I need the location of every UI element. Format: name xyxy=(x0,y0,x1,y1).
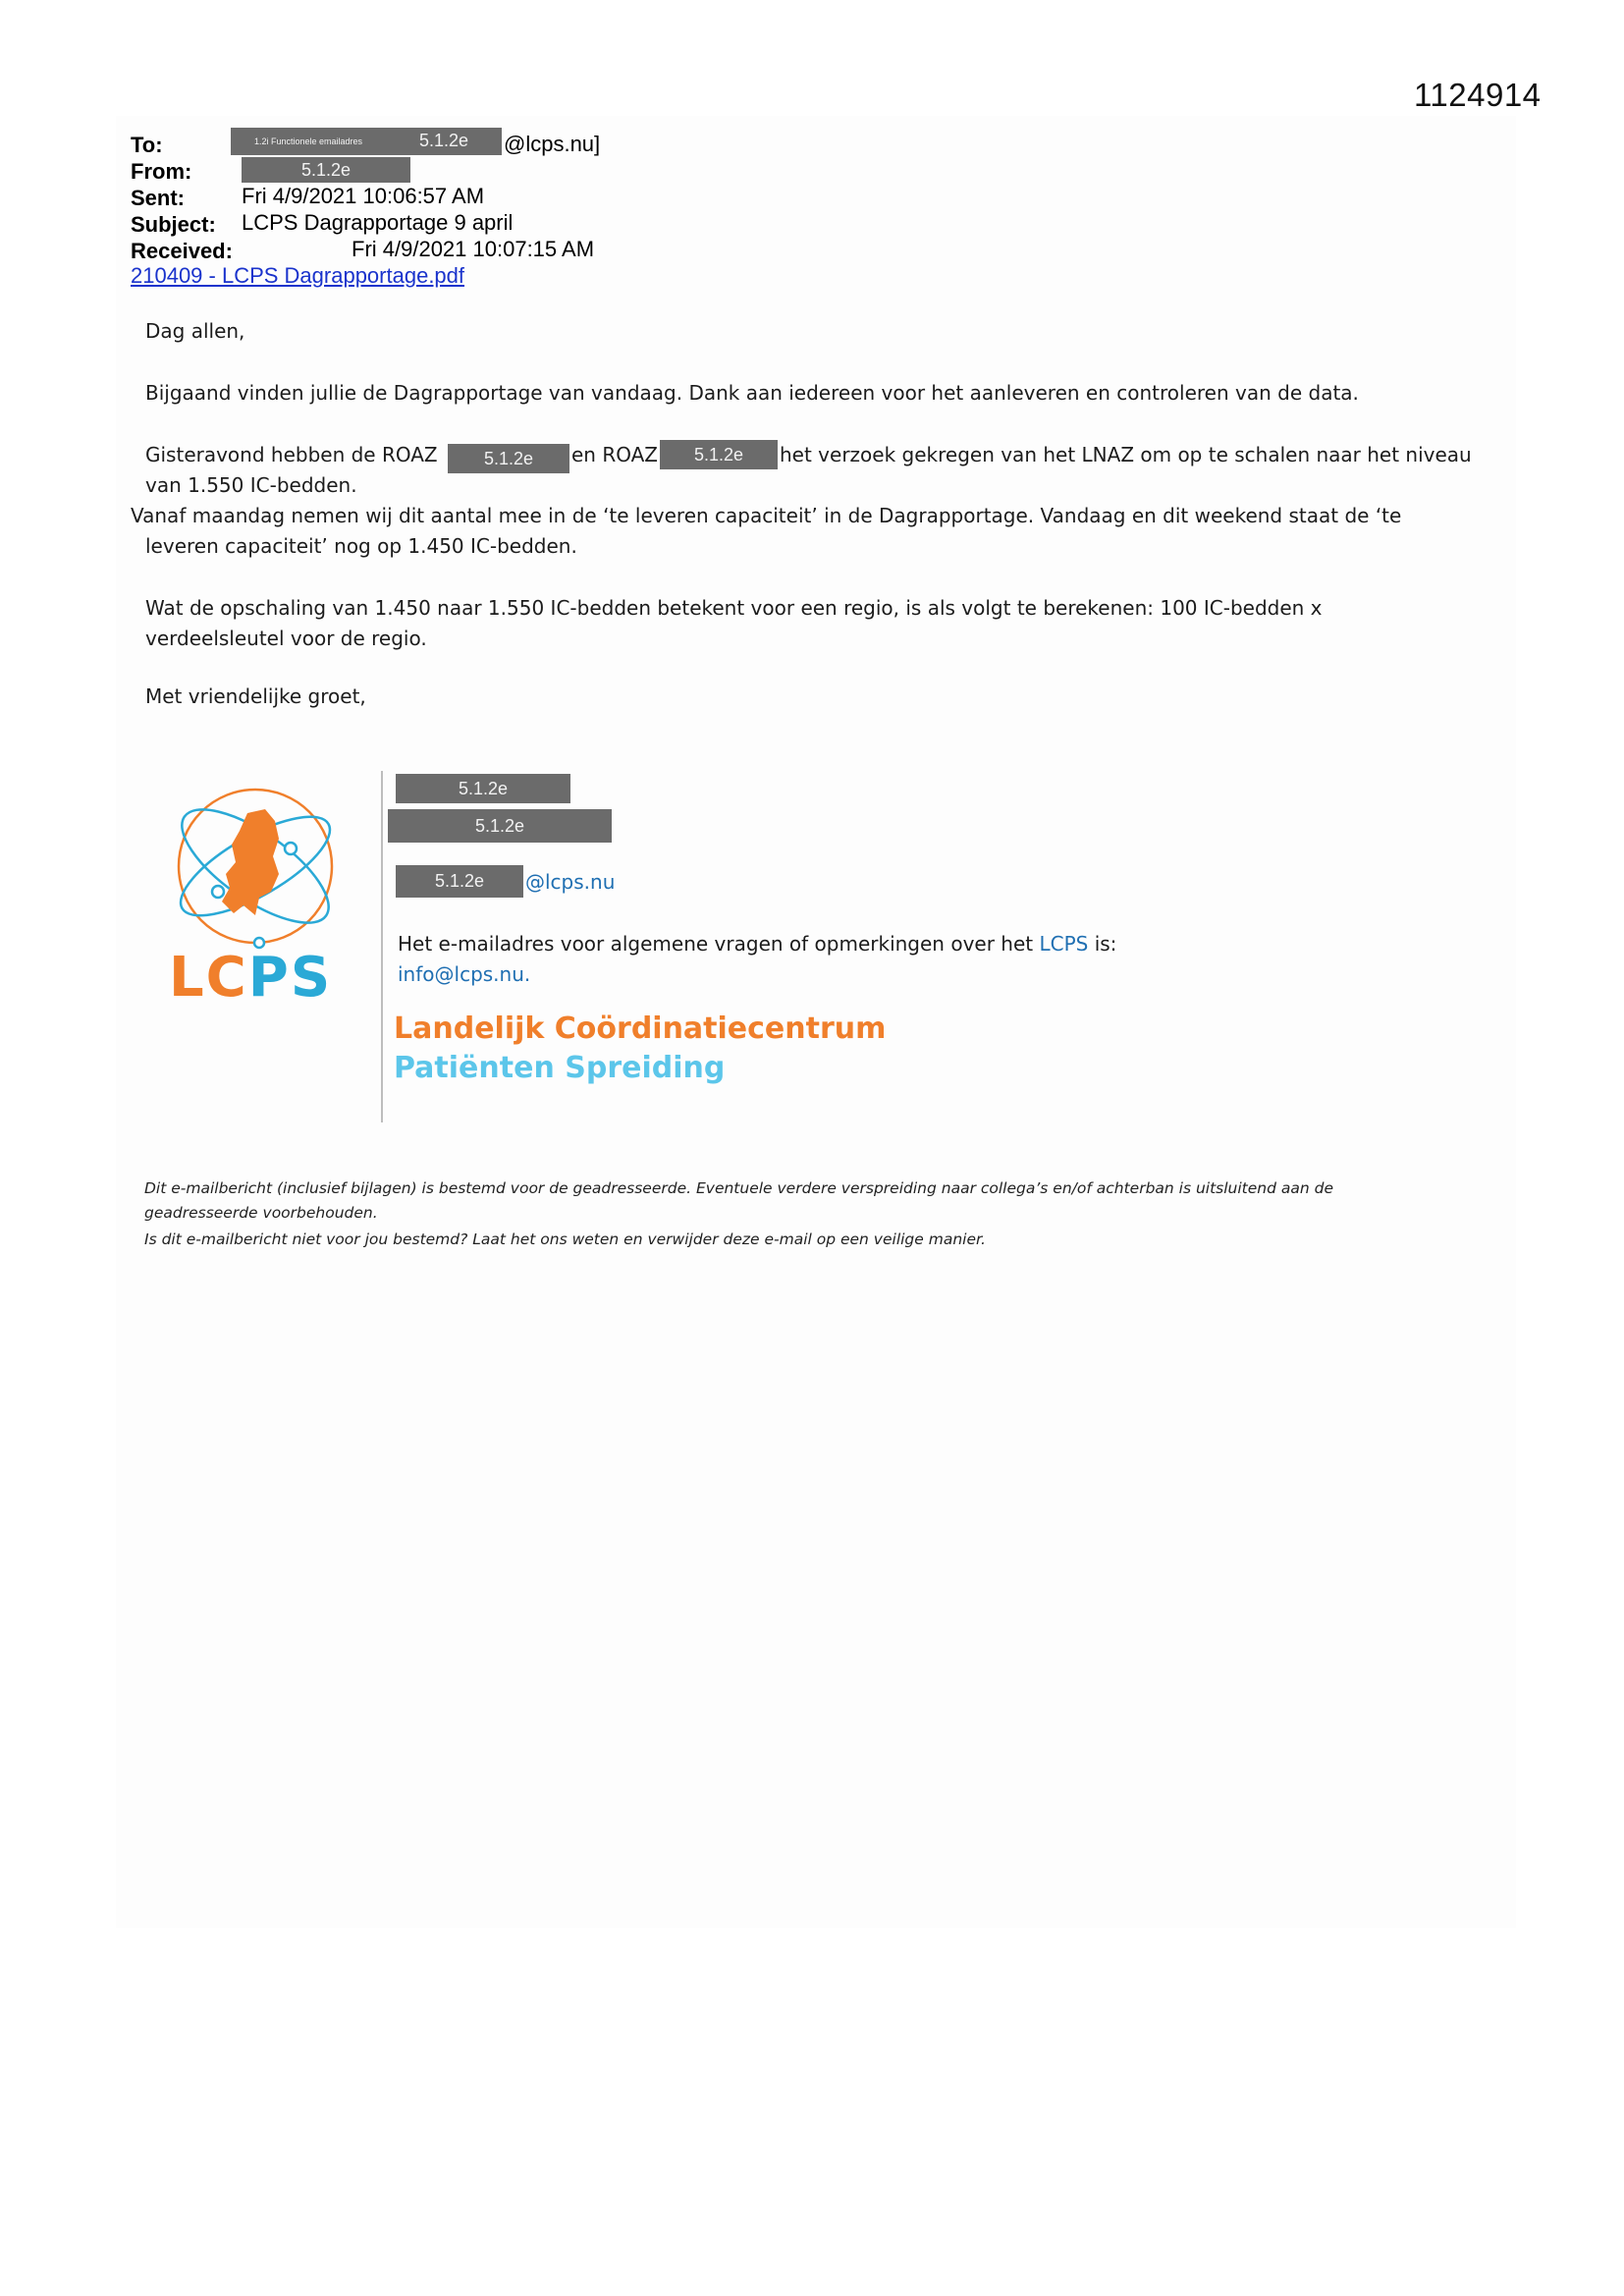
to-label: To: xyxy=(131,133,163,157)
disclaimer-line-3: Is dit e-mailbericht niet voor jou bestemd? Laat het ons weten en verwijder deze e-mail op een veilige manier. xyxy=(144,1230,986,1248)
logo-text-lc: LC xyxy=(169,946,248,1010)
redaction-to-code: 5.1.2e xyxy=(386,128,502,155)
paragraph-4-line-2: verdeelsleutel voor de regio. xyxy=(145,627,427,650)
attachment-link[interactable]: 210409 - LCPS Dagrapportage.pdf xyxy=(131,263,465,288)
logo-text-ps: PS xyxy=(247,946,333,1010)
redaction-signature-email: 5.1.2e xyxy=(396,865,523,898)
info-text xyxy=(398,929,1116,959)
disclaimer-line-2: geadresseerde voorbehouden. xyxy=(144,1204,378,1222)
subject-value: LCPS Dagrapportage 9 april xyxy=(242,210,514,235)
sent-label: Sent: xyxy=(131,186,185,210)
redaction-to-function-text: 1.2i Functionele emailadres xyxy=(253,137,363,146)
closing: Met vriendelijke groet, xyxy=(145,684,366,708)
redaction-from: 5.1.2e xyxy=(242,157,410,183)
paragraph-2-part-2: en ROAZ xyxy=(571,443,659,466)
signature-email-suffix[interactable]: @lcps.nu xyxy=(525,870,616,894)
greeting: Dag allen, xyxy=(145,319,245,343)
to-address-suffix: @lcps.nu] xyxy=(504,132,601,156)
lcps-globe-logo-icon xyxy=(165,776,348,953)
sent-value: Fri 4/9/2021 10:06:57 AM xyxy=(242,184,485,208)
paragraph-4-line-1: Wat de opschaling van 1.450 naar 1.550 IC-bedden betekent voor een regio, is als volgt te berekenen: 100 IC-bedden x xyxy=(145,596,1323,620)
received-label: Received: xyxy=(131,239,233,263)
paragraph-3-line-2: leveren capaciteit’ nog op 1.450 IC-bedden. xyxy=(145,534,577,558)
org-name-line-2: Patiënten Spreiding xyxy=(394,1051,726,1085)
paragraph-2-line-2: van 1.550 IC-bedden. xyxy=(145,473,357,497)
received-value: Fri 4/9/2021 10:07:15 AM xyxy=(352,237,595,261)
org-name-line-1: Landelijk Coördinatiecentrum xyxy=(394,1011,887,1046)
info-email-link[interactable]: info@lcps.nu. xyxy=(398,962,531,986)
document-id-number: 1124914 xyxy=(1414,77,1542,113)
paragraph-1: Bijgaand vinden jullie de Dagrapportage van vandaag. Dank aan iedereen voor het aanleveren en controleren van de data. xyxy=(145,381,1359,405)
lcps-logo-text xyxy=(169,946,332,1010)
info-text-suffix: is: xyxy=(1094,932,1117,956)
subject-label: Subject: xyxy=(131,212,216,237)
info-text-lcps-link[interactable]: LCPS xyxy=(1039,932,1089,956)
signature-divider xyxy=(381,771,383,1122)
redaction-signature-title: 5.1.2e xyxy=(388,809,612,843)
paragraph-2-part-1: Gisteravond hebben de ROAZ xyxy=(145,443,438,466)
redaction-roaz-1: 5.1.2e xyxy=(448,444,569,473)
redaction-roaz-2: 5.1.2e xyxy=(660,440,778,469)
redaction-to-function xyxy=(231,128,386,155)
from-label: From: xyxy=(131,159,192,184)
info-text-prefix: Het e-mailadres voor algemene vragen of opmerkingen over het xyxy=(398,932,1034,956)
redaction-signature-name: 5.1.2e xyxy=(396,774,570,803)
paragraph-3-line-1: Vanaf maandag nemen wij dit aantal mee in de ‘te leveren capaciteit’ in de Dagrapportage. Vandaag en dit weekend staat de ‘te xyxy=(131,504,1402,527)
paragraph-2-part-3: het verzoek gekregen van het LNAZ om op te schalen naar het niveau xyxy=(780,443,1472,466)
disclaimer-line-1: Dit e-mailbericht (inclusief bijlagen) is bestemd voor de geadresseerde. Eventuele verdere verspreiding naar collega’s en/of achterban is uitsluitend aan de xyxy=(144,1179,1334,1197)
